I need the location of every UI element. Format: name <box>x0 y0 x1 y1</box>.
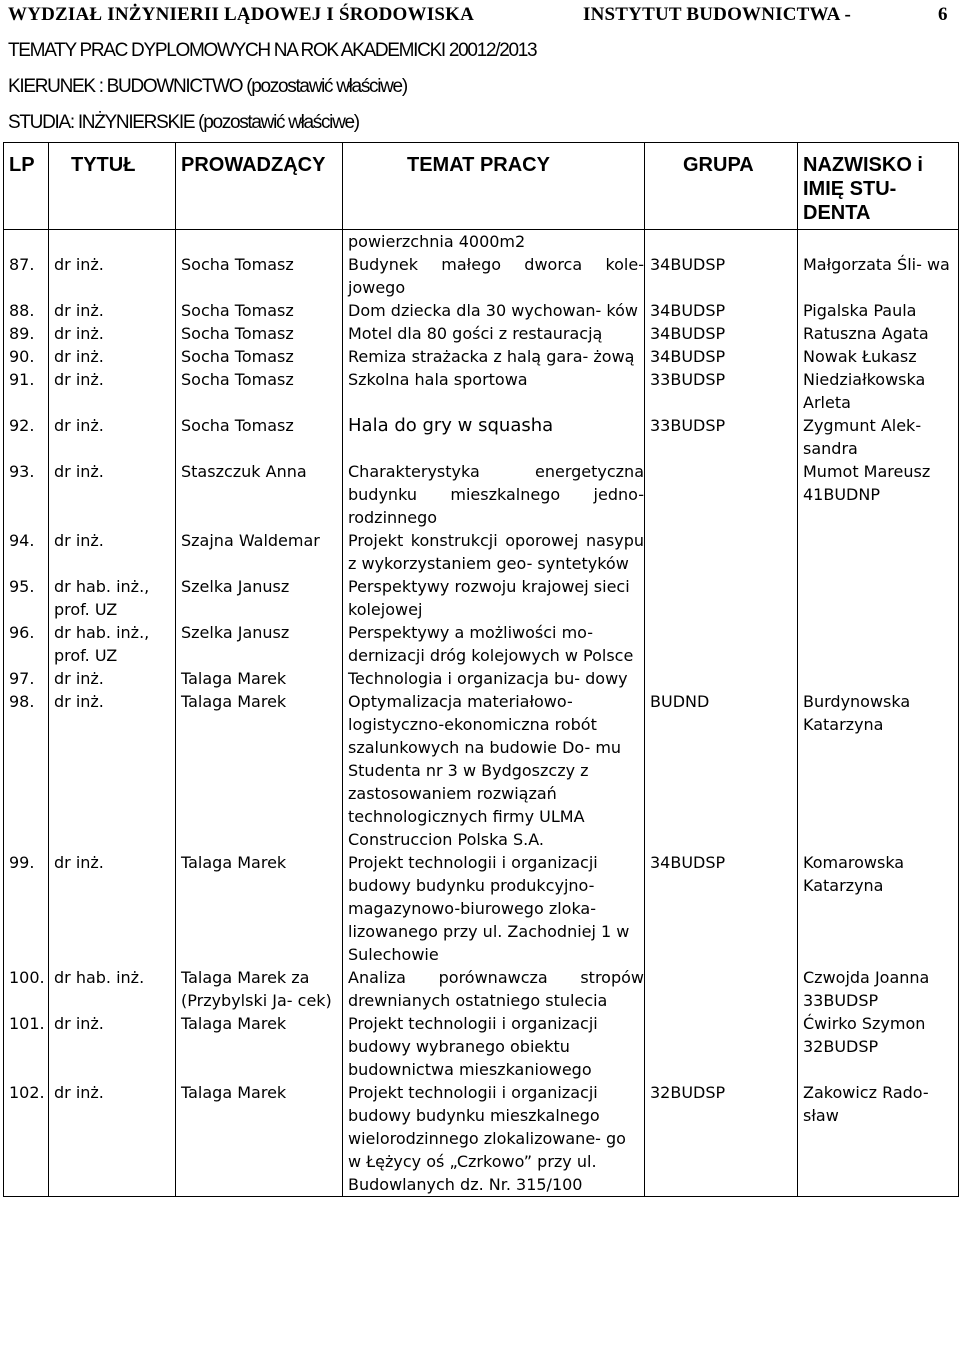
cell-group: BUDND <box>645 690 798 851</box>
cell-lp: 98. <box>4 690 49 851</box>
cell-group <box>645 1012 798 1081</box>
cell-topic: Dom dziecka dla 30 wychowan- ków <box>343 299 645 322</box>
column-header-title: TYTUŁ <box>49 143 176 230</box>
cell-student: Zygmunt Alek- sandra <box>798 414 959 460</box>
cell-topic: Projekt konstrukcji oporowej nasypu z wykorzystaniem geo- syntetyków <box>343 529 645 575</box>
cell-lp: 89. <box>4 322 49 345</box>
cell-title: dr inż. <box>49 851 176 966</box>
faculty-title: WYDZIAŁ INŻYNIERII LĄDOWEJ I ŚRODOWISKA <box>8 4 474 25</box>
cell-lp: 99. <box>4 851 49 966</box>
cell-supervisor: Socha Tomasz <box>176 345 343 368</box>
cell-lp: 97. <box>4 667 49 690</box>
cell-supervisor: Szajna Waldemar <box>176 529 343 575</box>
column-header-student: NAZWISKO i IMIĘ STU- DENTA <box>798 143 959 230</box>
cell-supervisor: Socha Tomasz <box>176 253 343 299</box>
cell-topic: Szkolna hala sportowa <box>343 368 645 414</box>
cell-title: dr inż. <box>49 529 176 575</box>
cell-supervisor: Socha Tomasz <box>176 322 343 345</box>
cell-student: Burdynowska Katarzyna <box>798 690 959 851</box>
cell-title: dr inż. <box>49 1012 176 1081</box>
cell-topic: Optymalizacja materiałowo- logistyczno-ekonomiczna robót szalunkowych na budowie Do- mu Studenta nr 3 w Bydgoszczy z zastosowaniem rozwiązań technologicznych firmy ULMA Construccion Polska S.A. <box>343 690 645 851</box>
cell-supervisor: Talaga Marek <box>176 690 343 851</box>
cell-lp: 101. <box>4 1012 49 1081</box>
table-row <box>4 322 959 345</box>
table-row <box>4 253 959 299</box>
table-header-row <box>4 143 959 230</box>
cell-title: dr hab. inż., prof. UZ <box>49 575 176 621</box>
column-header-topic: TEMAT PRACY <box>343 143 645 230</box>
cell-topic: Budynek małego dworca kole- jowego <box>343 253 645 299</box>
table-row <box>4 690 959 851</box>
cell-supervisor: Talaga Marek <box>176 667 343 690</box>
table-row <box>4 851 959 966</box>
cell-lp: 95. <box>4 575 49 621</box>
column-header-group: GRUPA <box>645 143 798 230</box>
cell-group <box>645 667 798 690</box>
cell-topic: Technologia i organizacja bu- dowy <box>343 667 645 690</box>
cell-group <box>645 966 798 1012</box>
table-row <box>4 966 959 1012</box>
cell-student: Niedziałkowska Arleta <box>798 368 959 414</box>
cell-supervisor: Szelka Janusz <box>176 575 343 621</box>
cell-group: 34BUDSP <box>645 253 798 299</box>
cell-title: dr inż. <box>49 1081 176 1197</box>
cell-student: Zakowicz Rado- sław <box>798 1081 959 1197</box>
cell-student <box>798 621 959 667</box>
cell-title: dr inż. <box>49 253 176 299</box>
cell-title: dr inż. <box>49 690 176 851</box>
cell-topic: Projekt technologii i organizacji budowy wybranego obiektu budownictwa mieszkaniowego <box>343 1012 645 1081</box>
table-row <box>4 345 959 368</box>
cell-supervisor: Talaga Marek za (Przybylski Ja- cek) <box>176 966 343 1012</box>
cell-lp: 90. <box>4 345 49 368</box>
cell-lp: 88. <box>4 299 49 322</box>
doc-title-line: TEMATY PRAC DYPLOMOWYCH NA ROK AKADEMICKI 20012/2013 <box>8 40 537 61</box>
cell-title: dr inż. <box>49 667 176 690</box>
cell-supervisor: Szelka Janusz <box>176 621 343 667</box>
cell-group: 32BUDSP <box>645 1081 798 1197</box>
table-row <box>4 460 959 529</box>
table-row-carryover <box>4 230 959 254</box>
cell-topic: Perspektywy a możliwości mo- dernizacji dróg kolejowych w Polsce <box>343 621 645 667</box>
cell-group <box>645 621 798 667</box>
cell-topic: Charakterystyka energetyczna budynku mieszkalnego jedno- rodzinnego <box>343 460 645 529</box>
table-row <box>4 299 959 322</box>
cell-group <box>645 529 798 575</box>
cell-supervisor: Staszczuk Anna <box>176 460 343 529</box>
cell-supervisor: Socha Tomasz <box>176 414 343 460</box>
table-row <box>4 575 959 621</box>
column-header-lp: LP <box>4 143 49 230</box>
cell-topic: Analiza porównawcza stropów drewnianych ostatniego stulecia <box>343 966 645 1012</box>
cell-group: 34BUDSP <box>645 299 798 322</box>
cell-student: Ćwirko Szymon 32BUDSP <box>798 1012 959 1081</box>
cell-topic: Perspektywy rozwoju krajowej sieci kolejowej <box>343 575 645 621</box>
cell-student <box>798 529 959 575</box>
cell-topic: Remiza strażacka z halą gara- żową <box>343 345 645 368</box>
cell-group: 33BUDSP <box>645 414 798 460</box>
cell-title: dr inż. <box>49 345 176 368</box>
cell-title: dr inż. <box>49 414 176 460</box>
cell-title: dr inż. <box>49 460 176 529</box>
cell-group: 34BUDSP <box>645 322 798 345</box>
cell-topic: Hala do gry w squasha <box>343 414 645 460</box>
table-row <box>4 667 959 690</box>
cell-topic: Motel dla 80 gości z restauracją <box>343 322 645 345</box>
cell-title: dr inż. <box>49 299 176 322</box>
cell-lp: 91. <box>4 368 49 414</box>
cell-title: dr inż. <box>49 322 176 345</box>
cell-lp: 93. <box>4 460 49 529</box>
cell-student: Ratuszna Agata <box>798 322 959 345</box>
cell-lp: 96. <box>4 621 49 667</box>
table-row <box>4 368 959 414</box>
cell-student <box>798 667 959 690</box>
cell-group <box>645 460 798 529</box>
cell-title: dr hab. inż. <box>49 966 176 1012</box>
cell-topic: Projekt technologii i organizacji budowy budynku produkcyjno- magazynowo-biurowego zloka- lizowanego przy ul. Zachodniej 1 w Sulechowie <box>343 851 645 966</box>
cell-group <box>645 575 798 621</box>
cell-student: Małgorzata Śli- wa <box>798 253 959 299</box>
cell-lp: 92. <box>4 414 49 460</box>
thesis-topics-table <box>3 142 959 1197</box>
cell-supervisor: Talaga Marek <box>176 1012 343 1081</box>
cell-lp: 94. <box>4 529 49 575</box>
cell-group: 33BUDSP <box>645 368 798 414</box>
cell-student: Komarowska Katarzyna <box>798 851 959 966</box>
cell-title: dr inż. <box>49 368 176 414</box>
page-number: 6 <box>938 4 948 25</box>
column-header-supervisor: PROWADZĄCY <box>176 143 343 230</box>
table-row <box>4 621 959 667</box>
cell-lp: 102. <box>4 1081 49 1197</box>
cell-title: dr hab. inż., prof. UZ <box>49 621 176 667</box>
cell-group: 34BUDSP <box>645 345 798 368</box>
study-type-line: STUDIA: INŻYNIERSKIE (pozostawić właściwe) <box>8 112 359 133</box>
table-row <box>4 1081 959 1197</box>
cell-supervisor: Talaga Marek <box>176 851 343 966</box>
cell-supervisor: Socha Tomasz <box>176 299 343 322</box>
cell-lp: 87. <box>4 253 49 299</box>
cell-student: Mumot Mareusz 41BUDNP <box>798 460 959 529</box>
cell-student: Czwojda Joanna 33BUDSP <box>798 966 959 1012</box>
cell-group: 34BUDSP <box>645 851 798 966</box>
cell-lp: 100. <box>4 966 49 1012</box>
cell-student: Pigalska Paula <box>798 299 959 322</box>
cell-student <box>798 575 959 621</box>
cell-supervisor: Talaga Marek <box>176 1081 343 1197</box>
carry-over-text: powierzchnia 4000m2 <box>343 230 645 254</box>
field-of-study-line: KIERUNEK : BUDOWNICTWO (pozostawić właściwe) <box>8 76 407 97</box>
cell-topic: Projekt technologii i organizacji budowy budynku mieszkalnego wielorodzinnego zlokalizowane- go w Łężycy oś „Czrkowo” przy ul. Budowlanych dz. Nr. 315/100 <box>343 1081 645 1197</box>
cell-supervisor: Socha Tomasz <box>176 368 343 414</box>
table-row <box>4 529 959 575</box>
table-row <box>4 1012 959 1081</box>
institute-title: INSTYTUT BUDOWNICTWA - <box>583 4 851 25</box>
table-row <box>4 414 959 460</box>
table-body <box>4 230 959 1197</box>
cell-student: Nowak Łukasz <box>798 345 959 368</box>
